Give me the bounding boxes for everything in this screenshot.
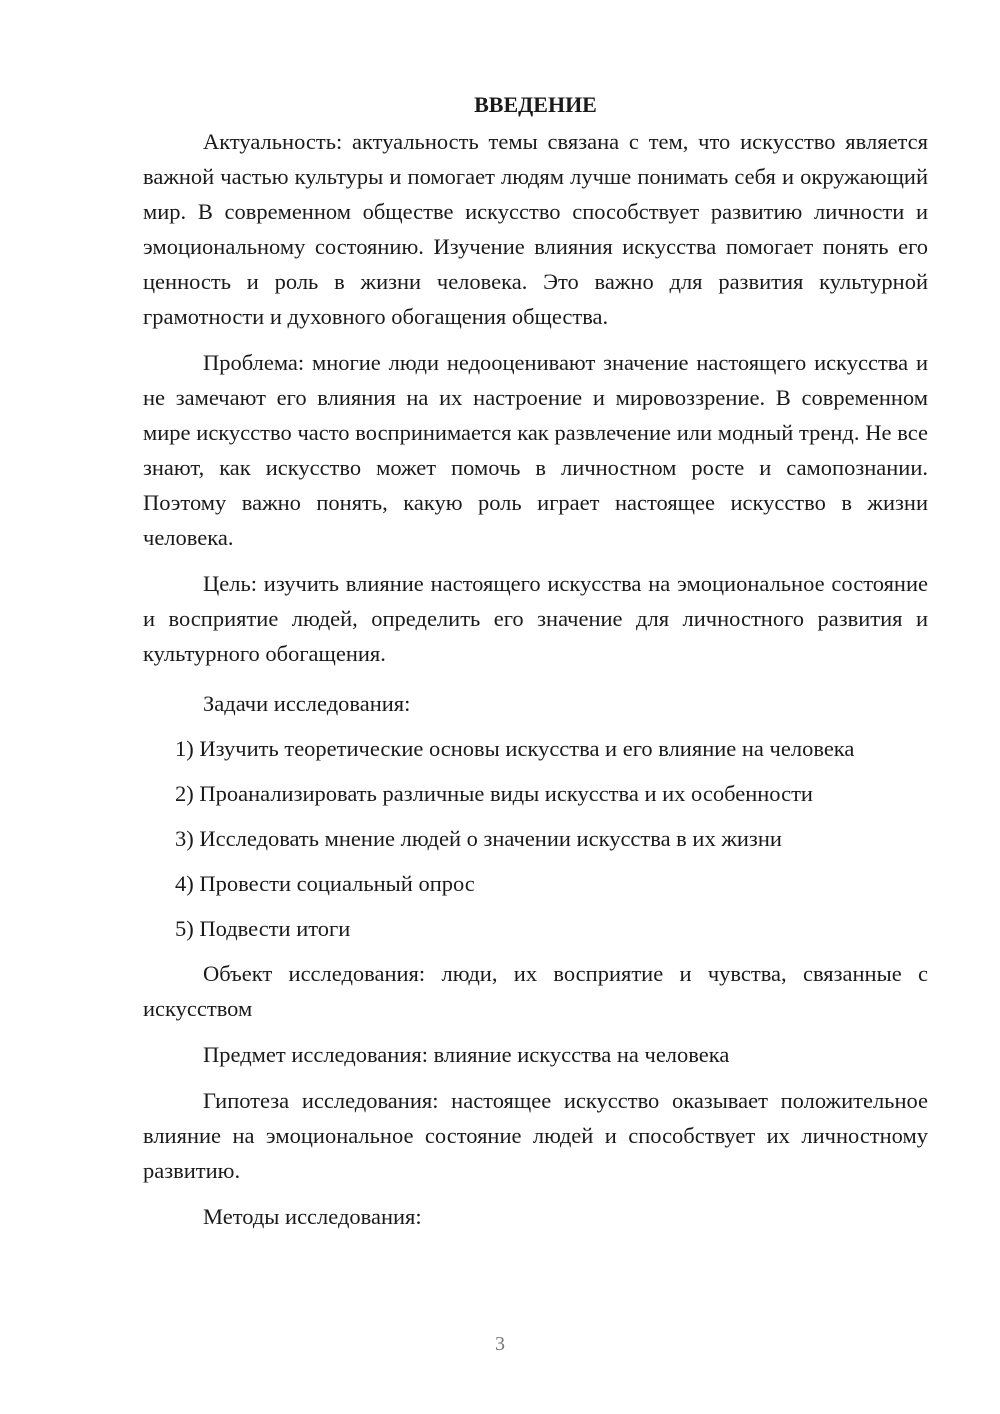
- goal-paragraph: Цель: изучить влияние настоящего искусства на эмоциональное состояние и восприятие людей, определить его значение для личностного развития и культурного обогащения.: [143, 571, 928, 666]
- task-item: 2) Проанализировать различные виды искусства и их особенности: [175, 781, 813, 806]
- section-title: ВВЕДЕНИЕ: [474, 92, 597, 117]
- subject-paragraph: Предмет исследования: влияние искусства на человека: [203, 1042, 730, 1067]
- object-paragraph: Объект исследования: люди, их восприятие и чувства, связанные с искусством: [143, 961, 928, 1021]
- task-item: 5) Подвести итоги: [175, 916, 351, 941]
- methods-title: Методы исследования:: [203, 1204, 422, 1229]
- task-item: 3) Исследовать мнение людей о значении искусства в их жизни: [175, 826, 782, 851]
- document-page: [143, 90, 928, 1245]
- relevance-paragraph: Актуальность: актуальность темы связана с тем, что искусство является важной частью культуры и помогает людям лучше понимать себя и окружающий мир. В современном обществе искусство способствует развитию личности и эмоциональному состоянию. Изучение влияния искусства помогает понять его ценность и роль в жизни человека. Это важно для развития культурной грамотности и духовного обогащения общества.: [143, 129, 928, 329]
- problem-paragraph: Проблема: многие люди недооценивают значение настоящего искусства и не замечают его влияния на их настроение и мировоззрение. В современном мире искусство часто воспринимается как развлечение или модный тренд. Не все знают, как искусство может помочь в личностном росте и самопознании. Поэтому важно понять, какую роль играет настоящее искусство в жизни человека.: [143, 350, 928, 550]
- page-number: 3: [495, 1333, 505, 1355]
- task-item: 4) Провести социальный опрос: [175, 871, 475, 896]
- task-item: 1) Изучить теоретические основы искусства и его влияние на человека: [175, 736, 855, 761]
- tasks-title: Задачи исследования:: [203, 691, 411, 716]
- hypothesis-paragraph: Гипотеза исследования: настоящее искусство оказывает положительное влияние на эмоциональное состояние людей и способствует их личностному развитию.: [143, 1088, 928, 1183]
- tasks-list: [143, 731, 928, 946]
